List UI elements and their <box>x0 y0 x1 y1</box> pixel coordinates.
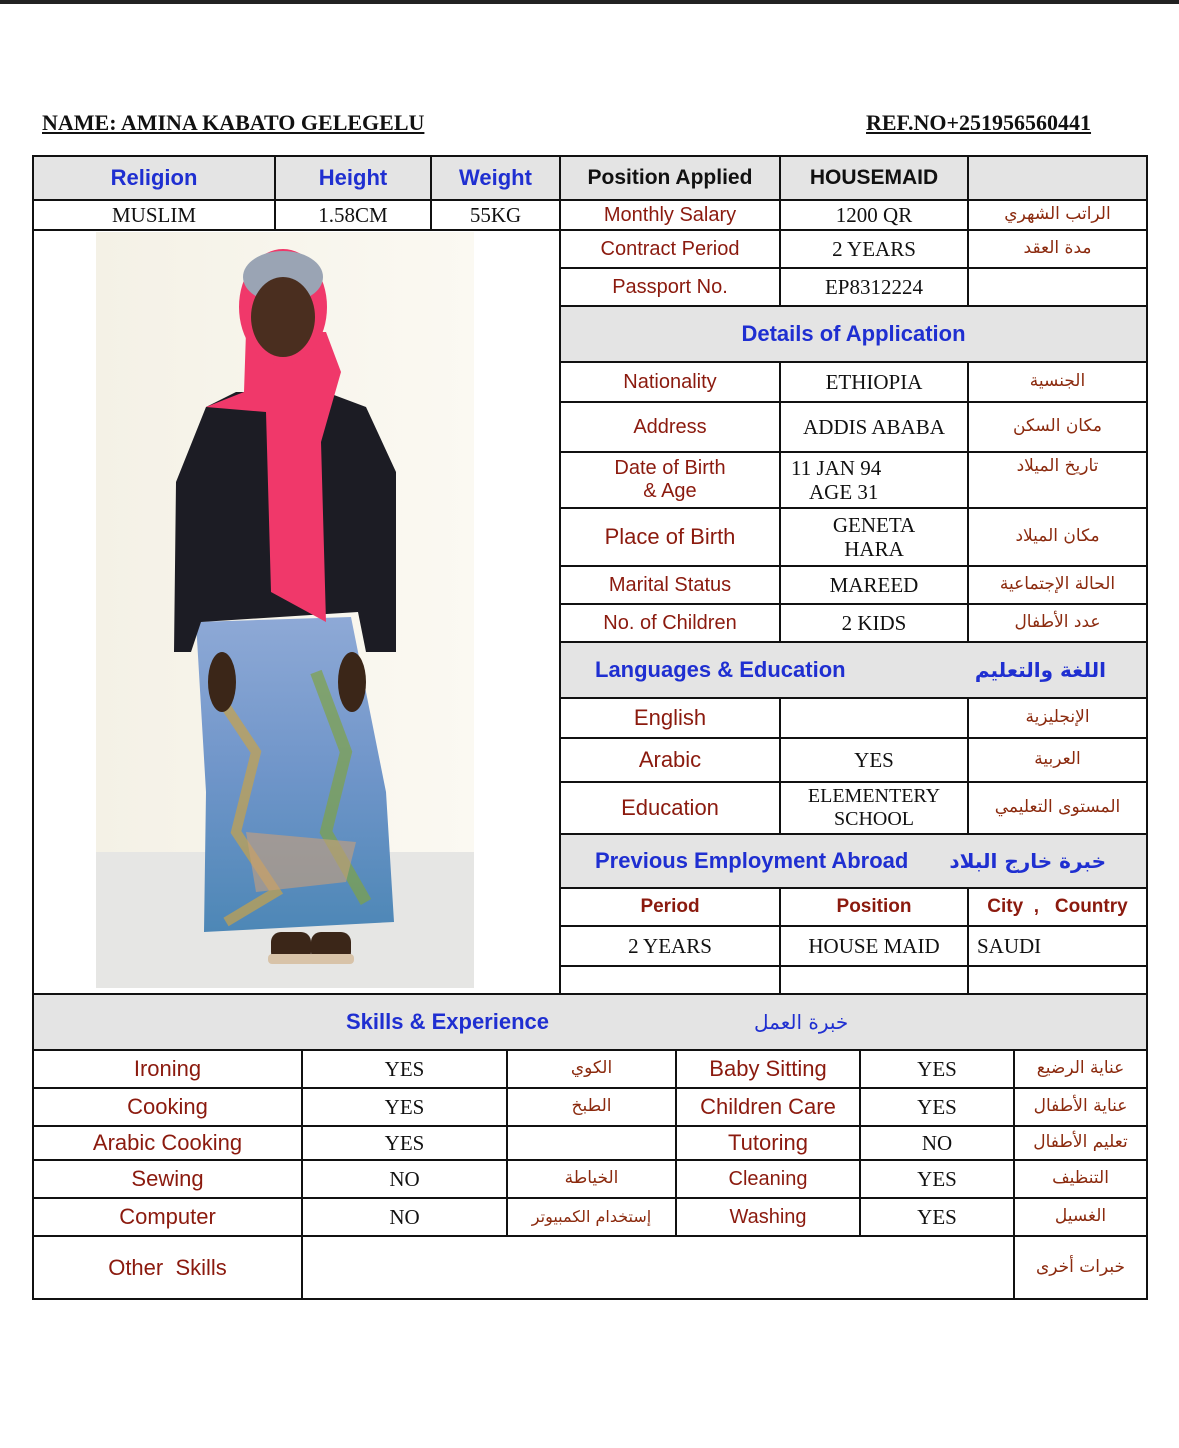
applicant-name: NAME: AMINA KABATO GELEGELU <box>42 110 425 135</box>
skill-sewing-ar: الخياطة <box>506 1159 677 1199</box>
languages-title: Languages & Education <box>595 657 846 683</box>
place-of-birth-label: Place of Birth <box>559 507 781 567</box>
employment-title-bar <box>559 833 1148 889</box>
skills-title-ar: خبرة العمل <box>754 1009 849 1034</box>
skill-ironing-ar: الكوي <box>506 1049 677 1089</box>
skill-cleaning-label: Cleaning <box>675 1159 861 1199</box>
skill-arabic-cooking-value: YES <box>301 1125 508 1161</box>
marital-status-ar: الحالة الإجتماعية <box>967 565 1148 605</box>
address-label: Address <box>559 401 781 453</box>
skill-ironing-value: YES <box>301 1049 508 1089</box>
skill-computer-label: Computer <box>32 1197 303 1237</box>
dob-value-age: AGE 31 <box>809 480 879 504</box>
employment-position-header: Position <box>779 887 969 927</box>
other-skills-value <box>301 1235 1015 1300</box>
skill-washing-label: Washing <box>675 1197 861 1237</box>
dob-ar: تاريخ الميلاد <box>967 451 1148 509</box>
other-skills-label: Other Skills <box>32 1235 303 1300</box>
skill-cleaning-ar: التنظيف <box>1013 1159 1148 1199</box>
position-ar-empty <box>967 155 1148 201</box>
position-applied-label: Position Applied <box>559 155 781 201</box>
contract-period-ar: مدة العقد <box>967 229 1148 269</box>
place-of-birth-value <box>779 507 969 567</box>
arabic-label: Arabic <box>559 737 781 783</box>
religion-header: Religion <box>32 155 276 201</box>
skill-children-care-value: YES <box>859 1087 1015 1127</box>
reference-number: REF.NO+251956560441 <box>866 110 1092 135</box>
passport-ar-empty <box>967 267 1148 307</box>
english-ar: الإنجليزية <box>967 697 1148 739</box>
arabic-value: YES <box>779 737 969 783</box>
passport-label: Passport No. <box>559 267 781 307</box>
education-value-line2: SCHOOL <box>833 808 914 830</box>
employment-empty-city <box>967 965 1148 995</box>
education-ar: المستوى التعليمي <box>967 781 1148 835</box>
english-value <box>779 697 969 739</box>
skills-title: Skills & Experience <box>346 1009 549 1035</box>
employment-city-header: City , Country <box>967 887 1148 927</box>
employment-empty-period <box>559 965 781 995</box>
details-title: Details of Application <box>559 305 1148 363</box>
weight-header: Weight <box>430 155 561 201</box>
skill-arabic-cooking-ar <box>506 1125 677 1161</box>
height-value: 1.58CM <box>274 199 432 231</box>
skill-tutoring-ar: تعليم الأطفال <box>1013 1125 1148 1161</box>
skill-tutoring-value: NO <box>859 1125 1015 1161</box>
skill-washing-value: YES <box>859 1197 1015 1237</box>
marital-status-label: Marital Status <box>559 565 781 605</box>
skill-cooking-ar: الطبخ <box>506 1087 677 1127</box>
employment-city-value: SAUDI <box>967 925 1148 967</box>
nationality-label: Nationality <box>559 361 781 403</box>
education-value-line1: ELEMENTERY <box>807 785 941 807</box>
address-value: ADDIS ABABA <box>779 401 969 453</box>
position-applied-value: HOUSEMAID <box>779 155 969 201</box>
applicant-photo <box>96 232 474 988</box>
skills-title-bar <box>32 993 1148 1051</box>
languages-title-ar: اللغة والتعليم <box>974 657 1106 682</box>
employment-title: Previous Employment Abroad <box>595 848 909 874</box>
languages-title-bar <box>559 641 1148 699</box>
employment-empty-position <box>779 965 969 995</box>
children-ar: عدد الأطفال <box>967 603 1148 643</box>
address-ar: مكان السكن <box>967 401 1148 453</box>
employment-period-value: 2 YEARS <box>559 925 781 967</box>
monthly-salary-value: 1200 QR <box>779 199 969 231</box>
employment-title-ar: خبرة خارج البلاد <box>949 848 1106 873</box>
children-label: No. of Children <box>559 603 781 643</box>
employment-position-value: HOUSE MAID <box>779 925 969 967</box>
education-value <box>779 781 969 835</box>
dob-value <box>779 451 969 509</box>
monthly-salary-ar: الراتب الشهري <box>967 199 1148 231</box>
nationality-ar: الجنسية <box>967 361 1148 403</box>
arabic-ar: العربية <box>967 737 1148 783</box>
skill-sewing-label: Sewing <box>32 1159 303 1199</box>
weight-value: 55KG <box>430 199 561 231</box>
skill-sewing-value: NO <box>301 1159 508 1199</box>
skill-baby-sitting-label: Baby Sitting <box>675 1049 861 1089</box>
top-border-line <box>0 0 1179 4</box>
place-of-birth-ar: مكان الميلاد <box>967 507 1148 567</box>
skill-computer-value: NO <box>301 1197 508 1237</box>
passport-value: EP8312224 <box>779 267 969 307</box>
english-label: English <box>559 697 781 739</box>
dob-label-line2: & Age <box>643 480 697 502</box>
nationality-value: ETHIOPIA <box>779 361 969 403</box>
skill-computer-ar: إستخدام الكمبيوتر <box>506 1197 677 1237</box>
marital-status-value: MAREED <box>779 565 969 605</box>
contract-period-value: 2 YEARS <box>779 229 969 269</box>
contract-period-label: Contract Period <box>559 229 781 269</box>
skill-cleaning-value: YES <box>859 1159 1015 1199</box>
monthly-salary-label: Monthly Salary <box>559 199 781 231</box>
skill-baby-sitting-value: YES <box>859 1049 1015 1089</box>
religion-value: MUSLIM <box>32 199 276 231</box>
skill-children-care-ar: عناية الأطفال <box>1013 1087 1148 1127</box>
other-skills-ar: خبرات أخرى <box>1013 1235 1148 1300</box>
skill-arabic-cooking-label: Arabic Cooking <box>32 1125 303 1161</box>
dob-label-line1: Date of Birth <box>614 457 726 479</box>
place-of-birth-line1: GENETA <box>832 512 916 537</box>
place-of-birth-line2: HARA <box>844 537 904 561</box>
education-label: Education <box>559 781 781 835</box>
dob-label <box>559 451 781 509</box>
skill-ironing-label: Ironing <box>32 1049 303 1089</box>
height-header: Height <box>274 155 432 201</box>
children-value: 2 KIDS <box>779 603 969 643</box>
employment-period-header: Period <box>559 887 781 927</box>
skill-cooking-value: YES <box>301 1087 508 1127</box>
skill-children-care-label: Children Care <box>675 1087 861 1127</box>
dob-value-date: 11 JAN 94 <box>791 455 882 480</box>
skill-cooking-label: Cooking <box>32 1087 303 1127</box>
skill-tutoring-label: Tutoring <box>675 1125 861 1161</box>
skill-baby-sitting-ar: عناية الرضيع <box>1013 1049 1148 1089</box>
skill-washing-ar: الغسيل <box>1013 1197 1148 1237</box>
